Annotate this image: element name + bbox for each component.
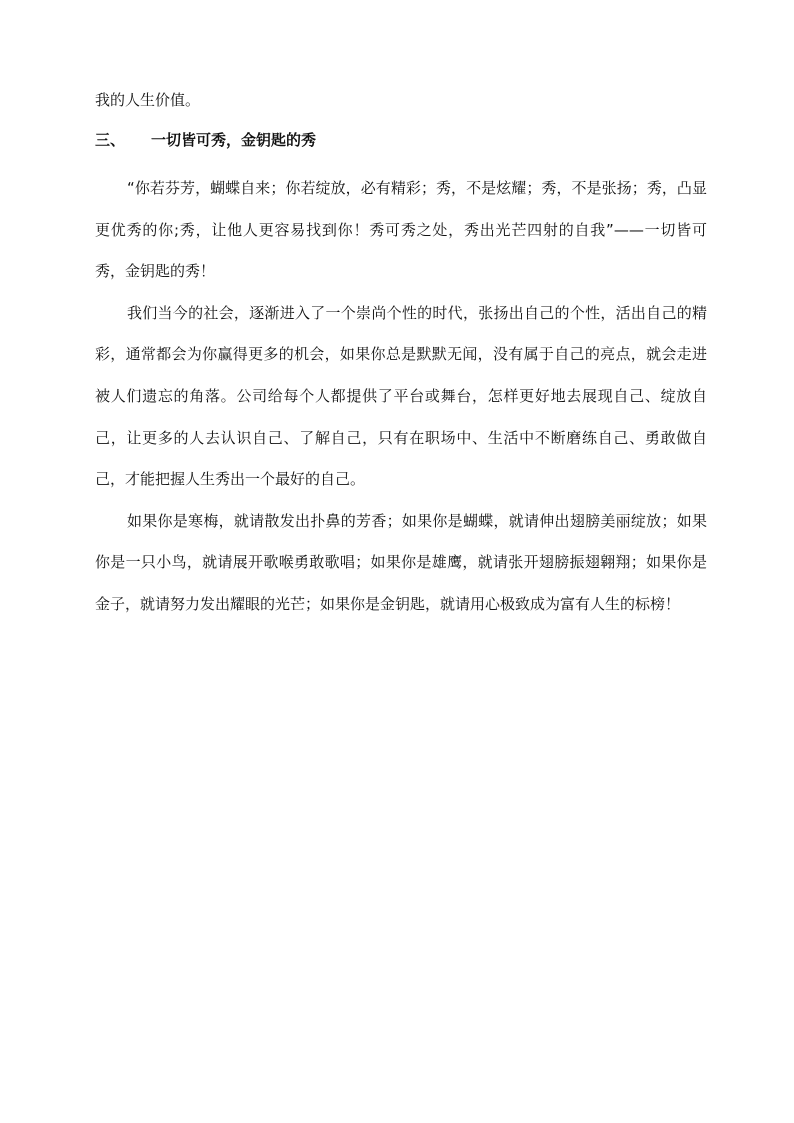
paragraph-continued: 我的人生价值。: [95, 91, 201, 109]
paragraph-quote: “你若芬芳，蝴蝶自来；你若绽放，必有精彩；秀，不是炫耀；秀，不是张扬；秀，凸显更优秀的你;秀，让他人更容易找到你！秀可秀之处，秀出光芒四射的自我”——一切皆可秀，金钥匙的秀！: [95, 179, 707, 281]
section-title: 一切皆可秀，金钥匙的秀: [151, 131, 317, 149]
section-heading: [95, 126, 707, 154]
paragraph-society: 我们当今的社会，逐渐进入了一个崇尚个性的时代，张扬出自己的个性，活出自己的精彩，通常都会为你赢得更多的机会，如果你总是默默无闻，没有属于自己的亮点，就会走进被人们遗忘的角落。公司给每个人都提供了平台或舞台，怎样更好地去展现自己、绽放自己，让更多的人去认识自己、了解自己，只有在职场中、生活中不断磨练自己、勇敢做自己，才能把握人生秀出一个最好的自己。: [95, 303, 707, 489]
document-body: [95, 86, 707, 626]
section-number: 三、: [95, 131, 126, 149]
paragraph-metaphors: 如果你是寒梅，就请散发出扑鼻的芳香；如果你是蝴蝶，就请伸出翅膀美丽绽放；如果你是一只小鸟，就请展开歌喉勇敢歌唱；如果你是雄鹰，就请张开翅膀振翅翱翔；如果你是金子，就请努力发出耀眼的光芒；如果你是金钥匙，就请用心极致成为富有人生的标榜！: [95, 511, 707, 613]
